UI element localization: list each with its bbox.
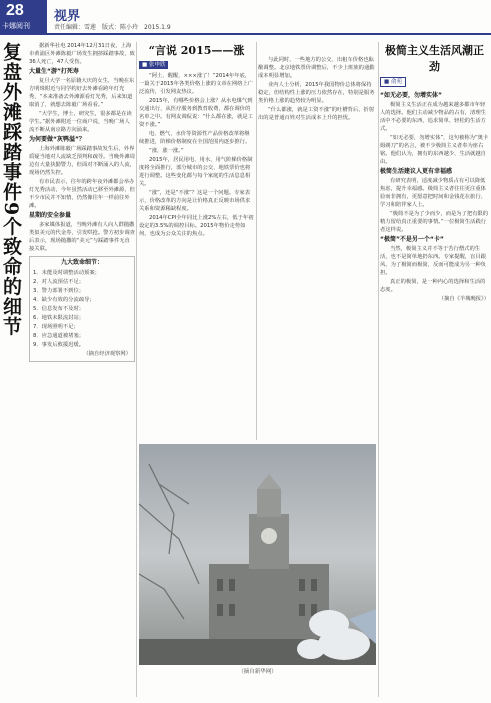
list-item: 2．对人流预估不足；	[33, 279, 85, 285]
photo-caption: （摘自新华网）	[238, 669, 277, 675]
section-title: 视界	[54, 9, 81, 24]
paragraph: “涨，涨一涨。”	[149, 148, 184, 154]
list-item: 3．警力部署不到位；	[33, 288, 85, 294]
page-number: 28	[6, 2, 24, 19]
publication-name: 卡娜阅刊	[2, 22, 30, 30]
subheading: “如无必要，勿增实体”	[380, 92, 442, 99]
page-number-block	[0, 0, 47, 34]
article-minimalism-column	[380, 42, 489, 697]
subheading: 极简生活建议人更有幸福感	[380, 168, 453, 175]
paragraph: 复旦大学一名原籍大庆的女生，当晚在东方明珠附近与同学约好去外滩看跨年灯光秀，“本来准备去外滩源看灯光秀，后来知道取消了，就想去陈毅广场看看。”	[29, 78, 135, 108]
paragraph: 多家媒体报道，当晚外滩有人向人群抛撒类似美元的代金券，引发哄抢。警方初步调查后表示，现场抛撒的“美元”与踩踏事件无直接关联。	[29, 222, 135, 252]
tower-roof	[257, 474, 281, 489]
paragraph: 有研究表明，适度减少物质占有可以降低焦虑，提升幸福感。极简主义者往往更注重体验而非拥有，更愿意把时间和金钱花在旅行、学习和陪伴家人上。	[380, 178, 486, 208]
paragraph: 2014年CPI全年同比上涨2%左右，低于年初设定的3.5%的调控目标。2015年物价走势如何，也成为公众关注的焦点。	[139, 215, 254, 237]
clock-face	[261, 528, 277, 544]
list-item: 8．应急通道被堵塞；	[33, 333, 85, 339]
byline: ■ 俞苑	[380, 77, 406, 87]
tower-top	[257, 489, 281, 517]
paragraph: 与此同时，一些地方的公交、出租车价格也酝酿调整。北京地铁票价调整后，不少上班族的通勤成本明显增加。	[258, 57, 375, 79]
header-rule	[0, 33, 491, 35]
subheading: 星期的安全参量	[29, 212, 72, 219]
paragraph: “阿土、醒醒，×××涨了！”2014年年底，一篇关于2015年各类价格上涨的文章在网络上广泛流传，引发网友热议。	[139, 73, 254, 95]
paragraph: “极简不是为了少而少，而是为了把有限的精力留给真正重要的事情。”一位极简生活践行者这样说。	[380, 211, 489, 233]
column-divider	[256, 42, 257, 440]
byline: ■ 张申欣	[139, 61, 168, 69]
vertical-headline: 复盘外滩踩踏事件9个致命的细节	[0, 42, 22, 337]
paragraph: “涨”，还是“不涨”？这是一个问题。专家表示，价格改革的方向是让价格真正反映市场供求关系和资源稀缺程度。	[139, 190, 251, 212]
photo-scene	[139, 444, 376, 665]
article-2015-column-continued	[258, 42, 376, 440]
paragraph: “如无必要，勿增实体”，这句被称为“奥卡姆剃刀”的名言，被不少极简主义者奉为座右铭。他们认为，拥有的东西越少，生活就越自由。	[380, 135, 489, 165]
list-title: 九大致命细节：	[60, 259, 103, 266]
list-item: 4．缺少有效的分流疏导；	[33, 297, 95, 303]
paragraph: 2015年，有哪些价格会上涨？从水电煤气到交通出行，从医疗服务到教育收费，都在调价的名单之中。有网友调侃说：“什么都在涨，就是工资不涨。”	[139, 98, 253, 128]
editor-meta: 责任编辑：雪莲 版式：陈小玲 2015.1.9	[54, 24, 171, 31]
article-title: 极简主义生活风潮正劲	[385, 44, 484, 73]
list-item: 9．事发后救援迟缓。	[33, 342, 85, 348]
source-credit: （摘自经济观察网）	[83, 351, 131, 357]
subheading: 为何要做“灰鸭溢”？	[29, 136, 85, 143]
column-divider	[378, 42, 379, 697]
tree-branches	[139, 464, 199, 619]
paragraph: 业内人士分析，2015年我国物价总体将保持稳定，但结构性上涨的压力依然存在，特别是服务类价格上涨的趋势较为明显。	[258, 82, 375, 104]
paragraph: 当然，极简主义并不等于苦行僧式的生活，也不是简单地扔东西。专家提醒，盲目跟风、为了极简而极简，反而可能成为另一种负担。	[380, 246, 486, 276]
paragraph: 上海外滩陈毅广场踩踏事故发生后，外界质疑当地对人流缺乏预判和疏导。当晚外滩周边有大量执勤警力，但面对不断涌入的人流，现场仍然失控。	[29, 146, 135, 176]
list-item: 7．现场照明不足；	[33, 324, 79, 330]
article-intro: 据新华社电 2014年12月31日夜，上海市黄浦区外滩陈毅广场发生拥挤踩踏事故，致36人死亡，47人受伤。	[29, 43, 135, 65]
paragraph: 极简主义生活正在成为越来越多都市年轻人的选择。他们主动减少物品的占有，清理生活中不必要的东西，追求简单、轻松的生活方式。	[380, 102, 486, 132]
paragraph: 真正的极简，是一种内心的选择和生活的态度。	[380, 279, 486, 293]
source-credit: （摘自《羊城晚报》）	[438, 296, 489, 302]
article-title: “言说 2015——涨	[148, 44, 245, 57]
subheading: “极简”不是另一个“卡”	[380, 236, 444, 243]
list-item: 5．信息发布不及时；	[33, 306, 85, 312]
paragraph: 电、燃气、水价等资源性产品价格改革将继续推进，阶梯价格制度在全国范围内逐步推行。	[139, 131, 251, 145]
paragraph: 有市民表示，往年的跨年夜外滩都会举办灯光秀活动，今年虽然活动已移至外滩源，但不少市民并不知情，仍然像往年一样前往外滩。	[29, 179, 135, 209]
list-item: 1．未能及时调整活动预案；	[33, 270, 100, 276]
page-header	[0, 0, 491, 34]
building-photo	[139, 444, 376, 665]
list-item: 6．地铁未限流封站；	[33, 315, 85, 321]
article-stampede-column	[29, 42, 135, 697]
subheading: 大量生“游”打死寿	[29, 68, 79, 75]
article-2015-column	[139, 42, 254, 440]
paragraph: “什么都涨，就是工资不涨”的吐槽背后，折射出的是普通百姓对生活成本上升的担忧。	[258, 107, 375, 121]
paragraph: “大学生，博士，研究生，很多都是在读学生。”据外滩附近一位商户说，当晚广场人流不断从南京路方向涌来。	[29, 111, 132, 133]
column-divider	[136, 42, 137, 697]
fatal-details-box	[29, 256, 135, 362]
paragraph: 2015年，居民用电、用水、用气阶梯价格制度将全面推行，部分城市的公交、地铁票价也将进行调整。这些变化都与每个家庭的生活息息相关。	[139, 157, 253, 187]
